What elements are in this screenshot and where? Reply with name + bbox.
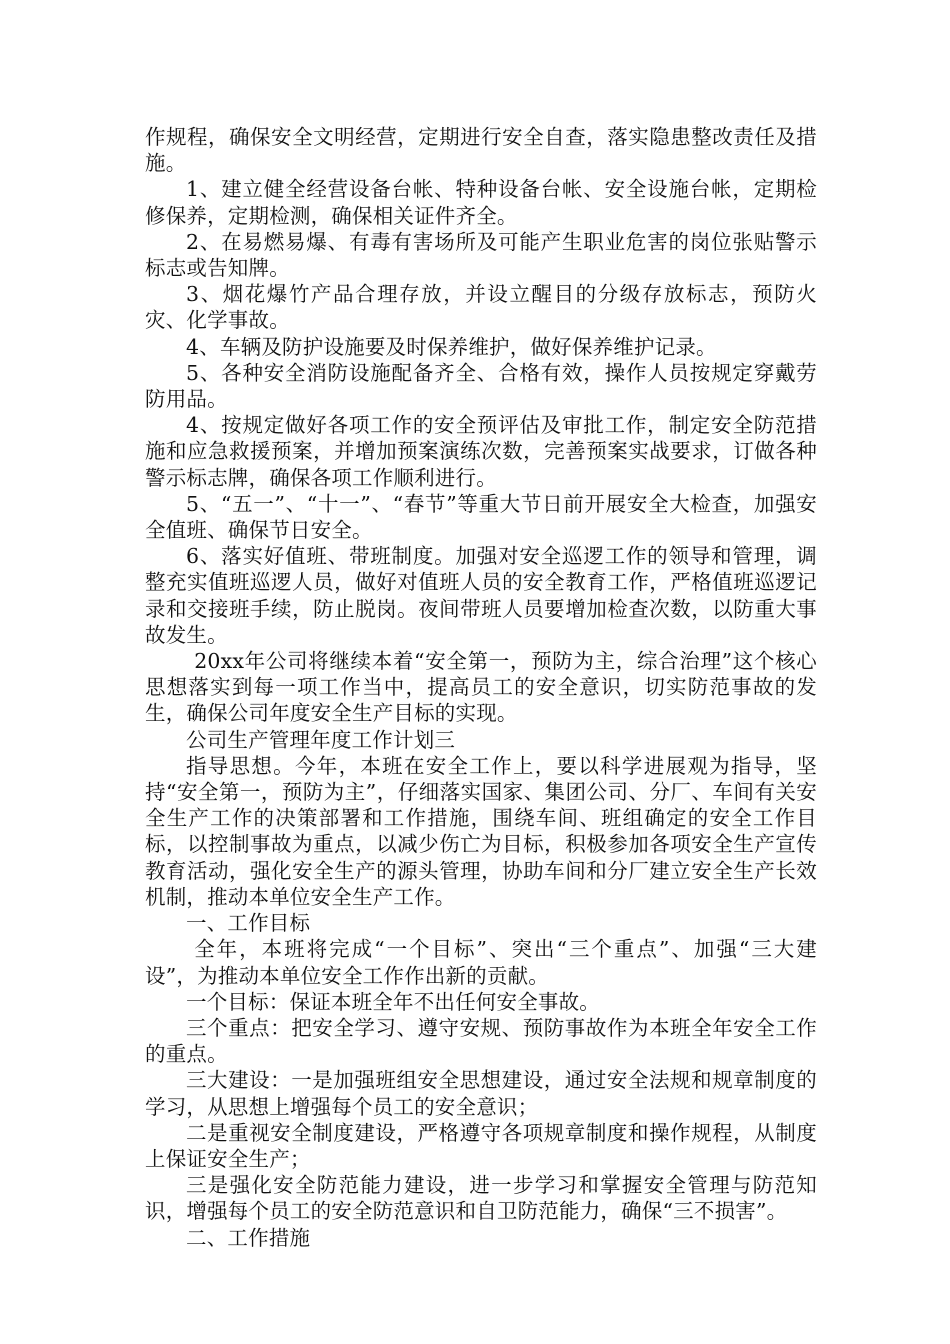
- paragraph-item-5b: 5、“五一”、“十一”、“春节”等重大节日前开展安全大检查，加强安全值班、确保节日安全。: [145, 491, 817, 543]
- paragraph-item-4b: 4、按规定做好各项工作的安全预评估及审批工作，制定安全防范措施和应急救援预案，并增加预案演练次数，完善预案实战要求，订做各种警示标志牌，确保各项工作顺利进行。: [145, 413, 817, 490]
- paragraph-third-construction: 三是强化安全防范能力建设，进一步学习和掌握安全管理与防范知识，增强每个员工的安全防范意识和自卫防范能力，确保“三不损害”。: [145, 1173, 817, 1224]
- document-page: [145, 124, 817, 1251]
- heading-work-goals: 一、工作目标: [186, 911, 311, 936]
- paragraph-annual-goals: 全年，本班将完成“一个目标”、突出“三个重点”、加强“三大建设”，为推动本单位安全工作作出新的贡献。: [145, 937, 817, 988]
- paragraph-item-1: 1、建立健全经营设备台帐、特种设备台帐、安全设施台帐，定期检修保养，定期检测，确保相关证件齐全。: [145, 177, 817, 228]
- heading-work-measures: 二、工作措施: [186, 1225, 311, 1250]
- paragraph-three-constructions: 三大建设：一是加强班组安全思想建设，通过安全法规和规章制度的学习，从思想上增强每个员工的安全意识；: [145, 1068, 817, 1119]
- section-title: 公司生产管理年度工作计划三: [186, 727, 456, 752]
- paragraph-item-3: 3、烟花爆竹产品合理存放，并设立醒目的分级存放标志，预防火灾、化学事故。: [145, 282, 817, 333]
- paragraph-guiding-thought: 指导思想。今年，本班在安全工作上，要以科学进展观为指导，坚持“安全第一，预防为主”，仔细落实国家、集团公司、分厂、车间有关安全生产工作的决策部署和工作措施，围绕车间、班组确定的安全工作目标，以控制事故为重点，以减少伤亡为目标，积极参加各项安全生产宣传教育活动，强化安全生产的源头管理，协助车间和分厂建立安全生产长效机制，推动本单位安全生产工作。: [145, 753, 817, 909]
- paragraph-second-construction: 二是重视安全制度建设，严格遵守各项规章制度和操作规程，从制度上保证安全生产；: [145, 1120, 817, 1171]
- paragraph-one-goal: 一个目标：保证本班全年不出任何安全事故。: [186, 989, 600, 1014]
- paragraph-three-focuses: 三个重点：把安全学习、遵守安规、预防事故作为本班全年安全工作的重点。: [145, 1015, 817, 1067]
- paragraph-item-4: 4、车辆及防护设施要及时保养维护，做好保养维护记录。: [186, 334, 717, 359]
- paragraph-item-5: 5、各种安全消防设施配备齐全、合格有效，操作人员按规定穿戴劳防用品。: [145, 360, 817, 412]
- paragraph-item-6: 6、落实好值班、带班制度。加强对安全巡逻工作的领导和管理，调整充实值班巡逻人员，做好对值班人员的安全教育工作，严格值班巡逻记录和交接班手续，防止脱岗。夜间带班人员要增加检查次数，以防重大事故发生。: [145, 544, 817, 647]
- paragraph-summary: 20xx年公司将继续本着“安全第一，预防为主，综合治理”这个核心思想落实到每一项工作当中，提高员工的安全意识，切实防范事故的发生，确保公司年度安全生产目标的实现。: [145, 649, 817, 726]
- paragraph-continuation: 作规程，确保安全文明经营，定期进行安全自查，落实隐患整改责任及措施。: [145, 125, 817, 176]
- paragraph-item-2: 2、在易燃易爆、有毒有害场所及可能产生职业危害的岗位张贴警示标志或告知牌。: [145, 229, 817, 281]
